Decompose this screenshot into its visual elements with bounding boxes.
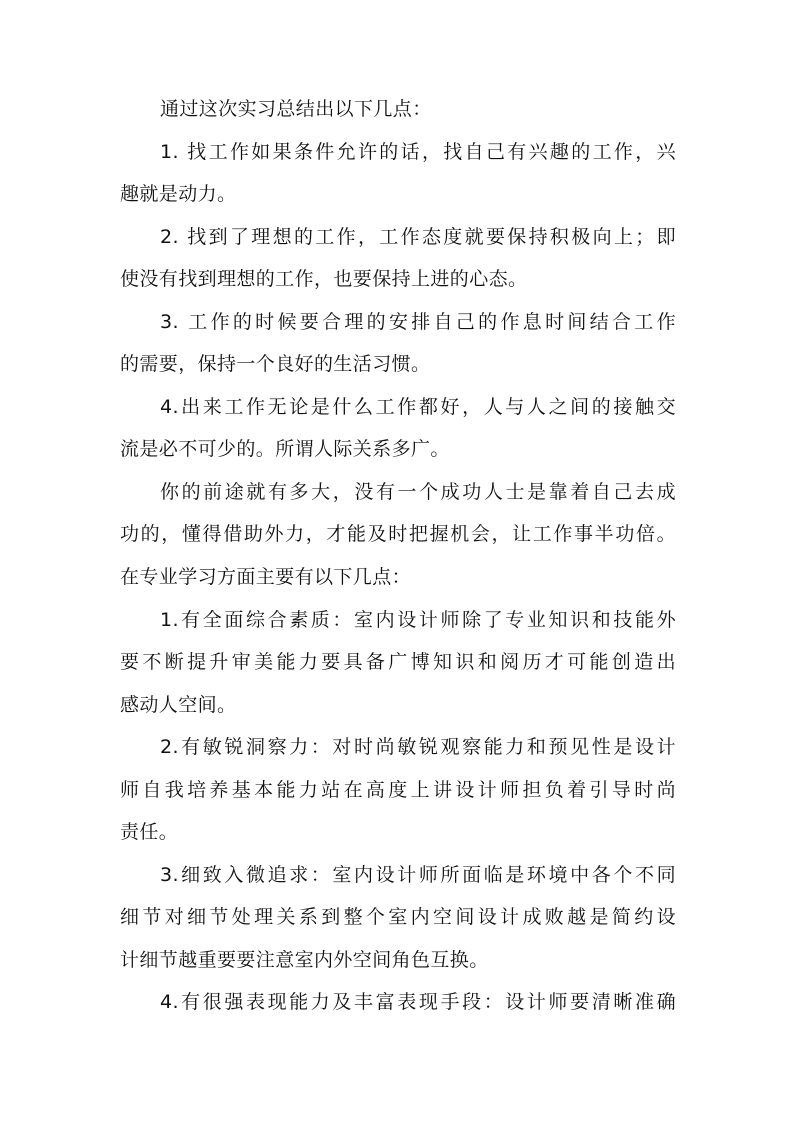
paragraph-line: 要不断提升审美能力要具备广博知识和阅历才可能创造出 <box>120 652 676 673</box>
paragraph-line: 责任。 <box>120 822 179 843</box>
paragraph-line: 你的前途就有多大，没有一个成功人士是靠着自己去成 <box>160 481 676 502</box>
paragraph-line: 在专业学习方面主要有以下几点： <box>120 567 412 588</box>
document-body <box>120 99 676 1035</box>
paragraph-line: 的需要，保持一个良好的生活习惯。 <box>120 354 431 375</box>
paragraph-line: 师自我培养基本能力站在高度上讲设计师担负着引导时尚 <box>120 779 676 800</box>
paragraph-line: 2. 找到了理想的工作，工作态度就要保持积极向上；即 <box>160 226 676 247</box>
paragraph-line: 功的，懂得借助外力，才能及时把握机会，让工作事半功倍。 <box>120 524 676 545</box>
paragraph-line: 流是必不可少的。所谓人际关系多广。 <box>120 439 450 460</box>
paragraph-line: 感动人空间。 <box>120 694 237 715</box>
paragraph-line: 3. 工作的时候要合理的安排自己的作息时间结合工作 <box>160 311 676 332</box>
paragraph-line: 细节对细节处理关系到整个室内空间设计成败越是简约设 <box>120 907 676 928</box>
paragraph-line: 1. 找工作如果条件允许的话，找自己有兴趣的工作，兴 <box>160 141 676 162</box>
paragraph-line: 2.有敏锐洞察力：对时尚敏锐观察能力和预见性是设计 <box>160 737 676 758</box>
paragraph-line: 4.有很强表现能力及丰富表现手段：设计师要清晰准确 <box>160 992 676 1013</box>
paragraph-line: 3.细致入微追求：室内设计师所面临是环境中各个不同 <box>160 864 676 885</box>
paragraph-line: 计细节越重要要注意室内外空间角色互换。 <box>120 949 489 970</box>
paragraph-line: 1.有全面综合素质：室内设计师除了专业知识和技能外 <box>160 609 676 630</box>
paragraph-line: 使没有找到理想的工作，也要保持上进的心态。 <box>120 269 528 290</box>
paragraph-line: 趣就是动力。 <box>120 184 237 205</box>
paragraph-line: 4.出来工作无论是什么工作都好，人与人之间的接触交 <box>160 396 676 417</box>
paragraph-line: 通过这次实习总结出以下几点： <box>160 99 432 119</box>
